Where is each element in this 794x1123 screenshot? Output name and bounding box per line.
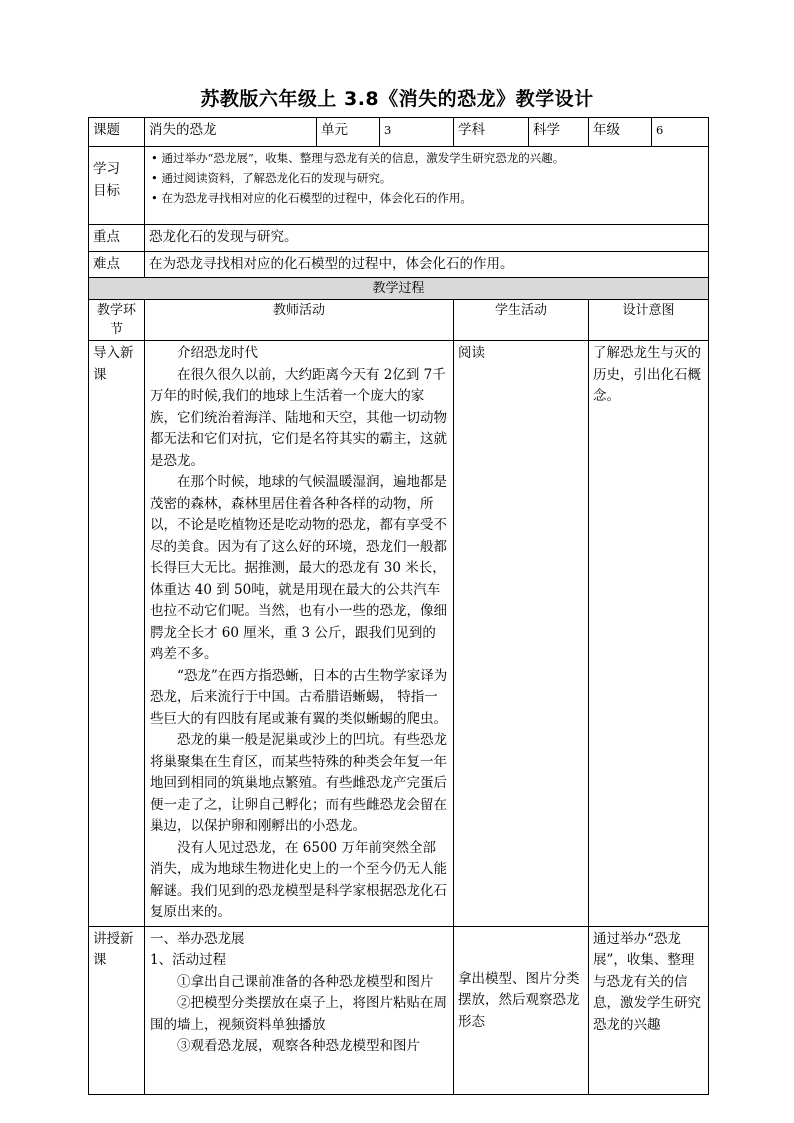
column-header-stage: 教学环节 <box>89 300 145 341</box>
goal-item: • 在为恐龙寻找相对应的化石模型的过程中，体会化石的作用。 <box>151 191 472 205</box>
stage1-teacher-paragraph: 没有人见过恐龙，在 6500 万年前突然全部消失，成为地球生物进化史上的一个至今仍无人能解谜。我们见到的恐龙模型是科学家根据恐龙化石复原出来的。 <box>150 839 447 920</box>
unit-value: 3 <box>380 118 454 147</box>
stage1-row <box>89 341 709 927</box>
process-columns-row <box>89 300 709 341</box>
stage2-name: 讲授新课 <box>89 926 145 1094</box>
document-title: 苏教版六年级上 3.8《消失的恐龙》教学设计 <box>200 88 594 110</box>
stage2-teacher-subheading: 1、活动过程 <box>150 952 227 968</box>
process-heading: 教学过程 <box>89 278 709 300</box>
unit-label: 单元 <box>317 118 380 147</box>
topic-label: 课题 <box>89 118 145 147</box>
subject-value: 科学 <box>529 118 589 147</box>
lesson-plan-table <box>88 117 709 1095</box>
goals-list <box>145 147 709 225</box>
key-point-row <box>89 225 709 252</box>
key-point-value: 恐龙化石的发现与研究。 <box>145 225 709 252</box>
stage2-teacher-step: ③观看恐龙展，观察各种恐龙模型和图片 <box>177 1038 420 1054</box>
stage2-teacher-activity <box>145 926 454 1094</box>
topic-value: 消失的恐龙 <box>145 118 317 147</box>
key-point-label: 重点 <box>89 225 145 252</box>
column-header-student: 学生活动 <box>454 300 589 341</box>
stage1-student-activity: 阅读 <box>454 341 589 927</box>
stage1-teacher-paragraph: 恐龙的巢一般是泥巢或沙上的凹坑。有些恐龙将巢聚集在生育区，而某些特殊的种类会年复一年地回到相同的筑巢地点繁殖。有些雌恐龙产完蛋后便一走了之，让卵自己孵化；而有些雌恐龙会留在巢边，以保护卵和刚孵出的小恐龙。 <box>150 732 447 834</box>
stage1-name: 导入新课 <box>89 341 145 927</box>
stage2-teacher-step: ①拿出自己课前准备的各种恐龙模型和图片 <box>177 973 434 990</box>
goal-item: • 通过举办“恐龙展”，收集、整理与恐龙有关的信息，激发学生研究恐龙的兴趣。 <box>151 151 565 165</box>
process-heading-row <box>89 278 709 300</box>
difficulty-value: 在为恐龙寻找相对应的化石模型的过程中，体会化石的作用。 <box>145 251 709 278</box>
info-row <box>89 118 709 147</box>
stage1-teacher-heading: 介绍恐龙时代 <box>177 345 258 361</box>
stage1-design-intent: 了解恐龙生与灭的历史，引出化石概念。 <box>589 341 709 927</box>
stage2-design-intent: 通过举办“恐龙展”，收集、整理与恐龙有关的信息，激发学生研究恐龙的兴趣 <box>589 926 709 1094</box>
difficulty-row <box>89 251 709 278</box>
difficulty-label: 难点 <box>89 251 145 278</box>
stage1-teacher-activity <box>145 341 454 927</box>
stage1-teacher-paragraph: 在那个时候，地球的气候温暖湿润，遍地都是茂密的森林，森林里居住着各种各样的动物，所以，不论是吃植物还是吃动物的恐龙，都有享受不尽的美食。因为有了这么好的环境，恐龙们一般都长得巨大无比。据推测，最大的恐龙有 30 米长，体重达 40 到 50吨，就是用现在最大的公共汽车也拉不动它们呢。当然，也有小一些的恐龙，像细腭龙全长才 60 厘米，重 3 公斤，跟我们见到的鸡差不多。 <box>150 474 447 662</box>
stage2-student-activity <box>454 926 589 1094</box>
column-header-intent: 设计意图 <box>589 300 709 341</box>
grade-value: 6 <box>652 118 709 147</box>
goals-row <box>89 147 709 225</box>
goal-item: • 通过阅读资料，了解恐龙化石的发现与研究。 <box>151 171 392 185</box>
stage2-teacher-heading: 一、举办恐龙展 <box>150 930 245 947</box>
column-header-teacher: 教师活动 <box>145 300 454 341</box>
grade-label: 年级 <box>589 118 652 147</box>
stage2-teacher-step: ②把模型分类摆放在桌子上，将图片粘贴在周围的墙上，视频资料单独播放 <box>150 995 447 1033</box>
stage1-teacher-paragraph: “恐龙”在西方指恐蜥，日本的古生物学家译为恐龙，后来流行于中国。古希腊语蜥蜴， 特指一些巨大的有四肢有尾或兼有翼的类似蜥蜴的爬虫。 <box>150 667 448 727</box>
subject-label: 学科 <box>454 118 529 147</box>
goals-label: 学习目标 <box>89 147 145 225</box>
stage1-teacher-paragraph: 在很久很久以前，大约距离今天有 2亿到 7千万年的时候,我们的地球上生活着一个庞大的家族，它们统治着海洋、陆地和天空，其他一切动物都无法和它们对抗，它们是名符其实的霸主，这就是恐龙。 <box>150 366 447 469</box>
stage2-row <box>89 926 709 1094</box>
stage2-student-text: 拿出模型、图片分类摆放，然后观察恐龙形态 <box>458 970 580 1030</box>
